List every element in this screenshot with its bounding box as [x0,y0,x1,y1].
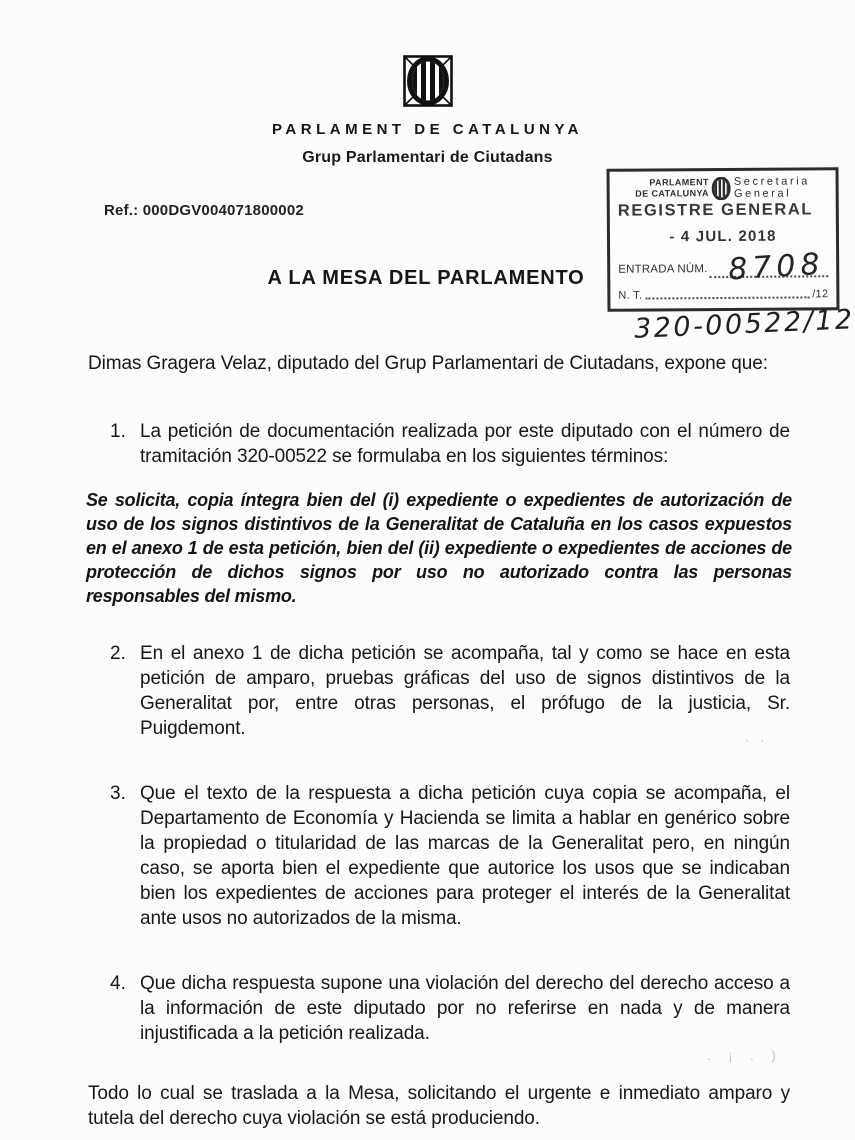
list-item-2 [110,641,790,741]
list-item-text: Que dicha respuesta supone una violación del derecho del derecho acceso a la información de este diputado por no referirse en nada y de manera injustificada a la petición realizada. [140,973,790,1044]
reference-number: Ref.: 000DGV004071800002 [104,202,304,219]
quoted-petition-text: Se solicita, copia íntegra bien del (i) expediente o expedientes de autorización de uso de los signos distintivos de la Generalitat de Cataluña en los casos expuestos en el anexo 1 de esta petición, bien del (ii) expediente o expedientes de acciones de protección de dichos signos por uso no autorizado contra las personas responsables del mismo. [86,490,792,606]
stamp-nt-label: N. T. [618,289,643,302]
stamp-entry-label: ENTRADA NÚM. [618,263,708,276]
list-item-number: 1. [110,421,126,442]
closing-paragraph: Todo lo cual se traslada a la Mesa, solicitando el urgente e inmediato amparo y tutela del derecho cuya violación se está produciendo. [88,1083,790,1129]
stamp-date: - 4 JUL. 2018 [669,227,777,246]
list-item-1 [110,419,790,469]
letterhead [0,55,855,167]
list-item-number: 4. [110,973,126,994]
list-item-text: La petición de documentación realizada por este diputado con el número de tramitación 320-00522 se formulaba en los siguientes términos: [140,421,790,467]
list-item-number: 3. [110,783,126,804]
handwritten-tramitation-number: 320-00522/12 [633,304,855,345]
stamp-org-name: PARLAMENT DE CATALUNYA [635,177,709,199]
list-item-number: 2. [110,643,126,664]
list-item-3 [110,781,790,931]
list-item-text: En el anexo 1 de dicha petición se acompaña, tal y como se hace en esta petición de amparo, pruebas gráficas del uso de signos distintivos de la Generalitat por, entre otras personas, el prófugo de la justicia, Sr. Puigdemont. [140,643,790,739]
stamp-nt-dotted-line [645,290,809,299]
stamp-emblem-icon [712,176,731,199]
document-title: A LA MESA DEL PARLAMENTO [267,267,585,289]
stamp-header [618,175,828,200]
list-item-text: Que el texto de la respuesta a dicha petición cuya copia se acompaña, el Departamento de Economía y Hacienda se limita a hablar en genérico sobre la propiedad o titularidad de las marcas de la Generalitat pero, en ningún caso, se aporta bien el expediente que autorice los usos que se indicaban bien los expedientes de acciones para proteger el interés de la Generalitat ante usos no autorizados de la misma. [140,783,790,929]
stamp-registry-title: REGISTRE GENERAL [617,200,814,220]
registry-stamp [607,167,840,312]
stamp-entry-dotted-line [709,246,828,288]
parliamentary-group-name: Grup Parlamentari de Ciutadans [302,149,553,166]
list-item-4 [110,971,790,1046]
scan-artifact: · · [745,733,769,747]
intro-paragraph: Dimas Gragera Velaz, diputado del Grup Parlamentari de Ciutadans, expone que: [88,353,768,374]
stamp-nt-suffix: /12 [812,288,829,301]
stamp-secretariat: Secretaria General [733,175,811,200]
scan-artifact: . ¡ . ) [707,1048,783,1063]
org-name: PARLAMENT DE CATALUNYA [272,121,583,138]
stamp-entry-row [618,246,828,288]
handwritten-entry-number: 8708 [727,246,826,288]
parlament-catalunya-emblem-icon [403,55,453,107]
stamp-nt-row [618,288,828,301]
